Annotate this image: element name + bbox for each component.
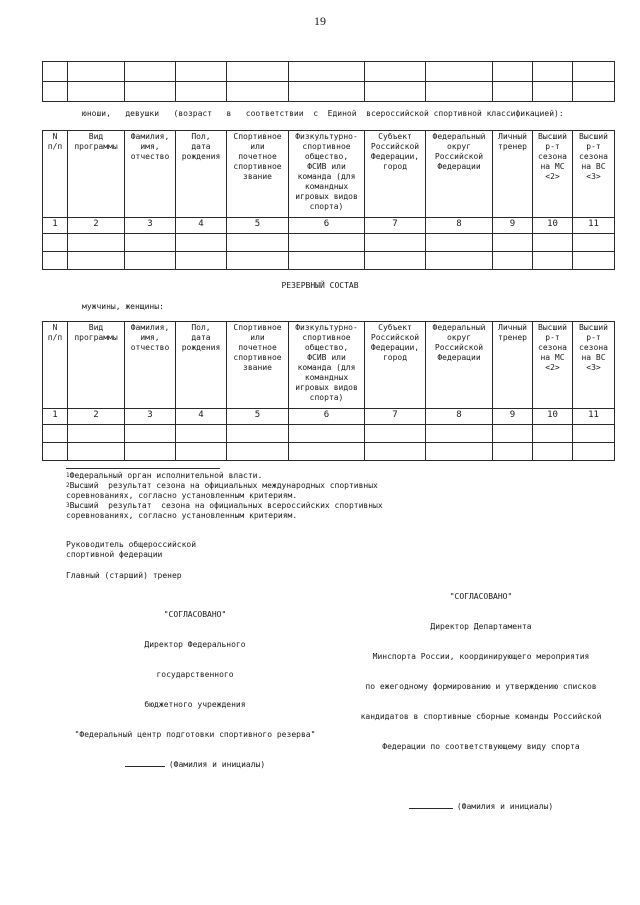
column-number: 10	[533, 409, 573, 425]
approval-right-line: по ежегодному формированию и утверждению списков	[365, 682, 597, 691]
reserve-table	[42, 321, 615, 461]
column-header: Фамилия, имя, отчество	[125, 322, 176, 409]
column-number: 7	[365, 218, 426, 234]
footnote-divider	[66, 468, 220, 469]
approval-left-line: Директор Федерального	[144, 640, 246, 649]
column-number: 3	[125, 409, 176, 425]
head-coach-label: Главный (старший) тренер	[66, 571, 182, 580]
column-header: Пол, дата рождения	[176, 131, 227, 218]
column-number: 11	[573, 409, 615, 425]
federation-head-line1: Руководитель общероссийской	[66, 540, 197, 549]
column-header: Высший р-т сезона на МС <2>	[533, 131, 573, 218]
table-row	[43, 425, 615, 443]
approval-right-line: Минспорта России, координирующего мероприятия	[372, 652, 590, 661]
approval-left-signature-line: (Фамилия и инициалы)	[62, 760, 328, 770]
column-header: Вид программы	[68, 322, 125, 409]
column-number: 6	[289, 218, 365, 234]
column-number: 5	[227, 218, 289, 234]
approval-left-line: "Федеральный центр подготовки спортивного резерва"	[74, 730, 316, 739]
column-number: 6	[289, 409, 365, 425]
approval-right	[346, 572, 616, 822]
column-number: 2	[68, 409, 125, 425]
column-header: Личный тренер	[493, 322, 533, 409]
page-number: 19	[314, 14, 326, 28]
column-number: 10	[533, 218, 573, 234]
approval-right-line: Федерации по соответствующему виду спорта	[382, 742, 580, 751]
approval-right-line: кандидатов в спортивные сборные команды Российской	[360, 712, 602, 721]
column-header: Высший р-т сезона на ВС <3>	[573, 131, 615, 218]
approval-left	[62, 590, 328, 780]
approval-right-line: Директор Департамента	[430, 622, 532, 631]
column-number: 11	[573, 218, 615, 234]
column-number-row	[43, 409, 615, 425]
column-header: Вид программы	[68, 131, 125, 218]
section1-intro: юноши, девушки (возраст в соответствии с Единой всероссийской спортивной классификацией):	[82, 109, 564, 118]
column-header: Физкультурно- спортивное общество, ФСИВ или команда (для командных игровых видов спорта)	[289, 131, 365, 218]
continuation-table	[42, 61, 615, 102]
approval-left-line: бюджетного учреждения	[144, 700, 246, 709]
column-number: 7	[365, 409, 426, 425]
footnote-2: $^2$Высший результат сезона на официальных международных спортивных	[66, 481, 378, 490]
juniors-table	[42, 130, 615, 270]
column-header: Федеральный округ Российской Федерации	[426, 131, 493, 218]
column-number: 9	[493, 409, 533, 425]
column-number: 4	[176, 218, 227, 234]
column-number: 1	[43, 218, 68, 234]
column-header: Физкультурно- спортивное общество, ФСИВ или команда (для командных игровых видов спорта)	[289, 322, 365, 409]
column-number: 2	[68, 218, 125, 234]
column-number: 9	[493, 218, 533, 234]
column-number: 8	[426, 218, 493, 234]
footnote-3: $^3$Высший результат сезона на официальных всероссийских спортивных	[66, 501, 383, 510]
column-number: 4	[176, 409, 227, 425]
column-header: N п/п	[43, 322, 68, 409]
column-number: 3	[125, 218, 176, 234]
table-row	[43, 82, 615, 102]
table-row	[43, 234, 615, 252]
column-header: Спортивное или почетное спортивное звание	[227, 131, 289, 218]
approval-left-line: государственного	[156, 670, 234, 679]
column-number: 8	[426, 409, 493, 425]
column-header: Федеральный округ Российской Федерации	[426, 322, 493, 409]
footnote-3-cont: соревнованиях, согласно установленным критериям.	[66, 511, 298, 520]
approval-left-line: "СОГЛАСОВАНО"	[163, 610, 227, 619]
column-header: N п/п	[43, 131, 68, 218]
column-header: Высший р-т сезона на МС <2>	[533, 322, 573, 409]
column-header: Высший р-т сезона на ВС <3>	[573, 322, 615, 409]
column-header: Субъект Российской Федерации, город	[365, 322, 426, 409]
column-header: Фамилия, имя, отчество	[125, 131, 176, 218]
column-header: Субъект Российской Федерации, город	[365, 131, 426, 218]
approval-right-signature-line: (Фамилия и инициалы)	[346, 802, 616, 812]
column-number: 5	[227, 409, 289, 425]
footnote-2-cont: соревнованиях, согласно установленным критериям.	[66, 491, 298, 500]
column-header: Личный тренер	[493, 131, 533, 218]
footnote-1: $^1$Федеральный орган исполнительной власти.	[66, 471, 263, 480]
federation-head-line2: спортивной федерации	[66, 550, 163, 559]
column-header: Спортивное или почетное спортивное звание	[227, 322, 289, 409]
table-row	[43, 62, 615, 82]
section2-intro: мужчины, женщины:	[82, 302, 164, 311]
reserve-title: РЕЗЕРВНЫЙ СОСТАВ	[281, 281, 359, 290]
table-row	[43, 443, 615, 461]
approval-right-line: "СОГЛАСОВАНО"	[449, 592, 513, 601]
column-header: Пол, дата рождения	[176, 322, 227, 409]
column-number: 1	[43, 409, 68, 425]
column-number-row	[43, 218, 615, 234]
table-row	[43, 252, 615, 270]
